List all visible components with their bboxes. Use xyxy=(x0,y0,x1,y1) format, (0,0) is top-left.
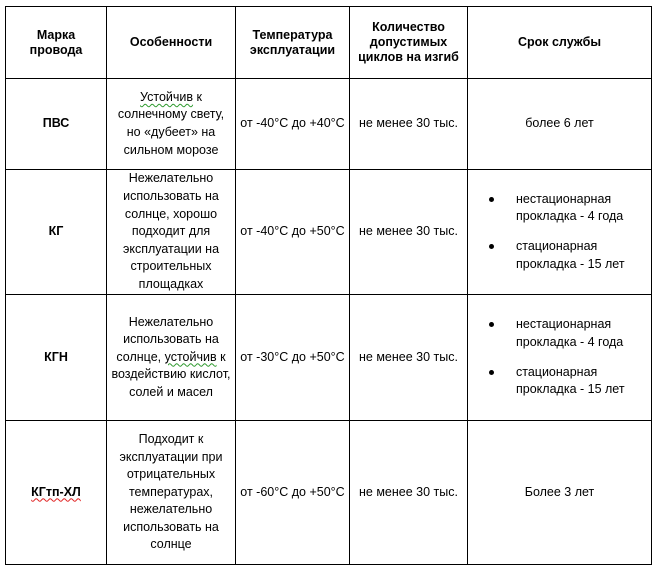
cell-cycles: не менее 30 тыс. xyxy=(350,170,468,295)
cell-cycles: не менее 30 тыс. xyxy=(350,295,468,421)
bullet-icon xyxy=(489,244,494,249)
cell-features xyxy=(107,79,236,170)
cell-service-life xyxy=(468,170,652,295)
header-temperature: Температура эксплуатации xyxy=(236,7,350,79)
header-features: Особенности xyxy=(107,7,236,79)
cell-temperature: от -30°С до +50°С xyxy=(236,295,350,421)
features-text-part: к воздействию кислот, солей и масел xyxy=(111,349,231,399)
cell-mark xyxy=(6,421,107,565)
cell-features: Нежелательно использовать на солнце, хорошо подходит для эксплуатации на строительных площадках xyxy=(107,170,236,295)
cell-mark: КГН xyxy=(6,295,107,421)
table-row-pvs xyxy=(6,79,652,170)
features-text-part: к солнечному свету, но «дубеет» на сильном морозе xyxy=(117,89,225,157)
cell-temperature: от -60°С до +50°С xyxy=(236,421,350,565)
cell-cycles: не менее 30 тыс. xyxy=(350,421,468,565)
list-item xyxy=(472,238,647,273)
cell-mark: ПВС xyxy=(6,79,107,170)
cell-features xyxy=(107,295,236,421)
cell-temperature: от -40°С до +50°С xyxy=(236,170,350,295)
cell-mark: КГ xyxy=(6,170,107,295)
list-item xyxy=(472,316,647,351)
bullet-icon xyxy=(489,197,494,202)
service-life-list xyxy=(472,316,647,398)
list-item xyxy=(472,364,647,399)
bullet-icon xyxy=(489,322,494,327)
table-row-kg xyxy=(6,170,652,295)
cell-cycles: не менее 30 тыс. xyxy=(350,79,468,170)
cell-service-life xyxy=(468,295,652,421)
list-item-text: стационарная прокладка - 15 лет xyxy=(516,239,625,271)
cell-service-life: Более 3 лет xyxy=(468,421,652,565)
features-text-part: Нежелательно использовать на солнце, xyxy=(116,314,219,364)
cell-features: Подходит к эксплуатации при отрицательных температурах, нежелательно использовать на солнце xyxy=(107,421,236,565)
header-row xyxy=(6,7,652,79)
header-cycles: Количество допустимых циклов на изгиб xyxy=(350,7,468,79)
mark-text: КГтп-ХЛ xyxy=(31,484,81,499)
bullet-icon xyxy=(489,370,494,375)
cell-service-life: более 6 лет xyxy=(468,79,652,170)
cable-comparison-table xyxy=(5,6,652,565)
table-row-kgn xyxy=(6,295,652,421)
header-service-life: Срок службы xyxy=(468,7,652,79)
list-item xyxy=(472,191,647,226)
features-text-part: Устойчив xyxy=(140,89,194,104)
list-item-text: стационарная прокладка - 15 лет xyxy=(516,364,625,397)
table-row-kgtp-hl xyxy=(6,421,652,565)
service-life-list xyxy=(472,191,647,273)
list-item-text: нестационарная прокладка - 4 года xyxy=(516,317,624,349)
cell-temperature: от -40°С до +40°С xyxy=(236,79,350,170)
features-text-part: устойчив xyxy=(164,349,217,364)
header-mark: Марка провода xyxy=(6,7,107,79)
list-item-text: нестационарная прокладка - 4 года xyxy=(516,191,624,224)
